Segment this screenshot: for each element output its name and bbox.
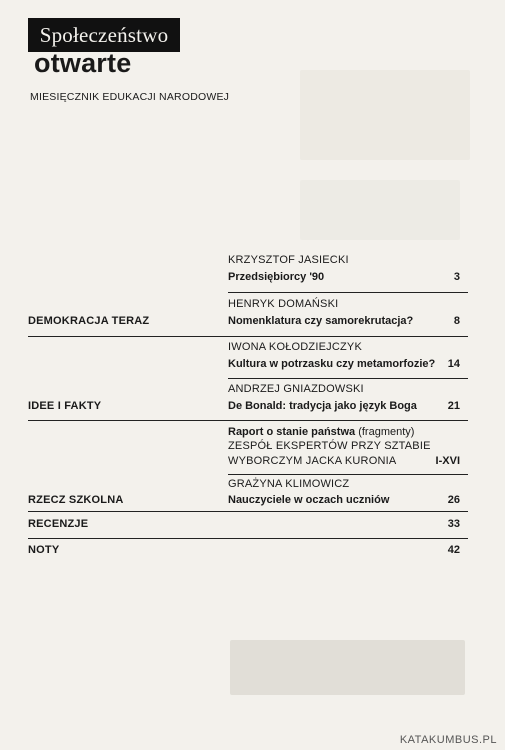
toc-title: Nomenklatura czy samorekrutacja? — [228, 315, 414, 327]
toc-author: KRZYSZTOF JASIECKI — [228, 254, 349, 266]
toc-title-main: Raport o stanie państwa — [228, 426, 356, 438]
toc-page: 14 — [447, 358, 460, 370]
toc-page: 33 — [447, 518, 460, 530]
masthead-subtitle: MIESIĘCZNIK EDUKACJI NARODOWEJ — [30, 91, 230, 103]
toc-author: WYBORCZYM JACKA KURONIA — [228, 455, 397, 467]
toc-page: 3 — [453, 271, 460, 283]
toc-section: NOTY — [28, 544, 60, 556]
toc-author: ZESPÓŁ EKSPERTÓW PRZY SZTABIE — [228, 440, 431, 452]
toc-author: ANDRZEJ GNIAZDOWSKI — [228, 383, 364, 395]
toc-divider — [28, 538, 468, 539]
toc-divider — [228, 378, 468, 379]
toc-page: 8 — [453, 315, 460, 327]
toc-divider — [28, 420, 468, 421]
toc-page: I-XVI — [435, 455, 460, 467]
toc-section: IDEE I FAKTY — [28, 400, 102, 412]
bleed-through-text — [300, 70, 470, 160]
toc-divider — [228, 474, 468, 475]
toc-author: IWONA KOŁODZIEJCZYK — [228, 341, 362, 353]
toc-title-note: (fragmenty) — [355, 426, 415, 438]
toc-divider — [28, 336, 468, 337]
masthead-title-box: Społeczeństwo — [28, 18, 180, 52]
toc-author: HENRYK DOMAŃSKI — [228, 298, 339, 310]
watermark-text: KATAKUMBUS.PL — [399, 734, 497, 746]
toc-divider — [28, 511, 468, 512]
toc-page: 42 — [447, 544, 460, 556]
bleed-through-text — [300, 180, 460, 240]
toc-divider — [228, 292, 468, 293]
toc-section: DEMOKRACJA TERAZ — [28, 315, 150, 327]
toc-title: Przedsiębiorcy '90 — [228, 271, 325, 283]
toc-title: Nauczyciele w oczach uczniów — [228, 494, 390, 506]
toc-page: 26 — [447, 494, 460, 506]
bleed-through-block — [230, 640, 465, 695]
toc-section: RECENZJE — [28, 518, 89, 530]
toc-title: De Bonald: tradycja jako język Boga — [228, 400, 417, 412]
toc-title: Kultura w potrzasku czy metamorfozie? — [228, 358, 436, 370]
toc-section: RZECZ SZKOLNA — [28, 494, 124, 506]
toc-title — [228, 426, 414, 438]
toc-author: GRAŻYNA KLIMOWICZ — [228, 478, 350, 490]
toc-page: 21 — [447, 400, 460, 412]
masthead-title-bold: otwarte — [34, 48, 132, 78]
